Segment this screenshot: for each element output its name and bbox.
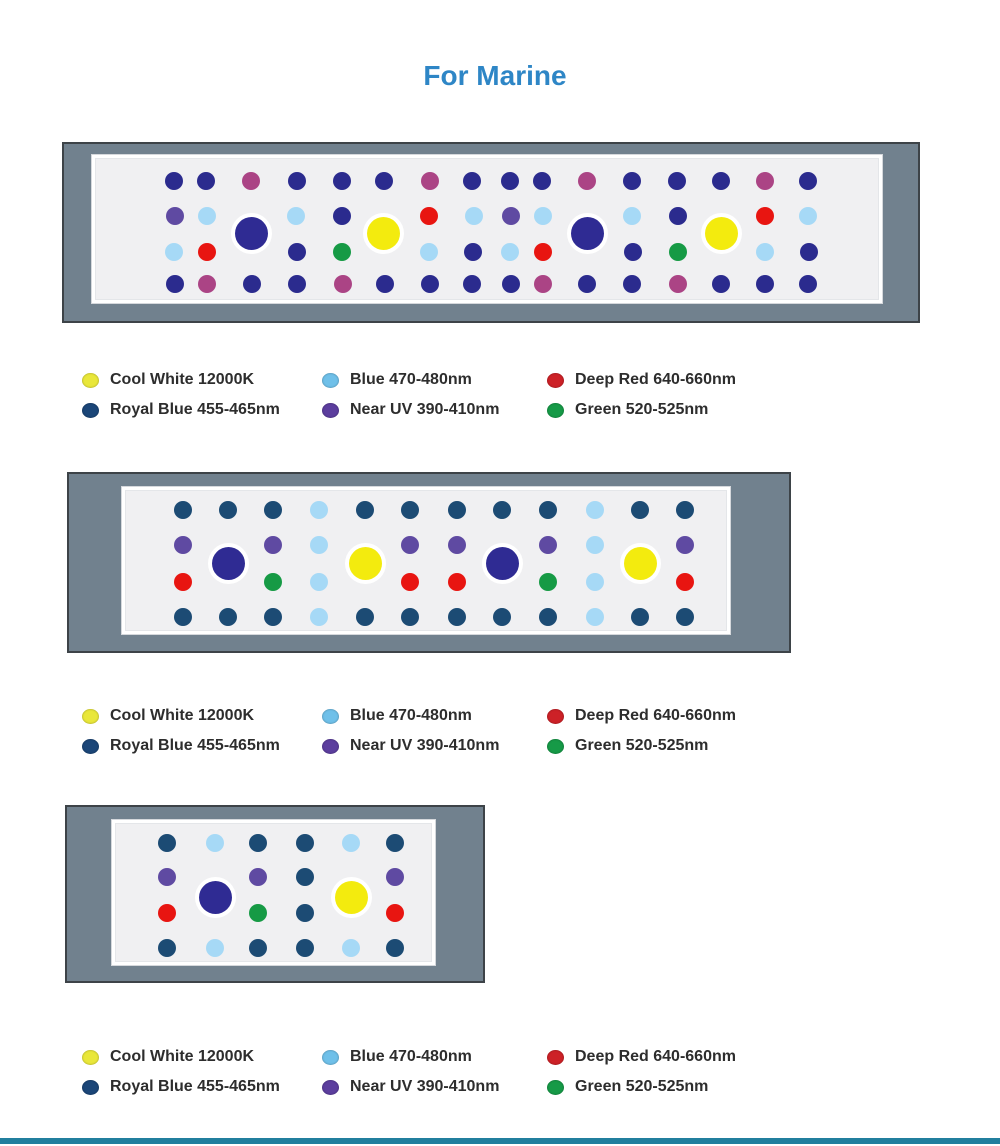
legend-color-swatch — [322, 709, 339, 724]
led-panel-1-screen — [92, 155, 882, 303]
legend-color-swatch — [322, 373, 339, 388]
legend-item — [322, 400, 499, 420]
legend-item — [322, 370, 472, 390]
legend-label: Cool White 12000K — [110, 707, 255, 724]
legend-item — [547, 1047, 736, 1067]
legend-label: Green 520-525nm — [575, 1078, 709, 1095]
legend-color-swatch — [322, 1080, 339, 1095]
legend-color-swatch — [547, 373, 564, 388]
legend-item — [322, 1047, 472, 1067]
led-panel-3-screen — [112, 820, 435, 965]
page-title: For Marine — [423, 60, 567, 91]
legend-item — [322, 736, 499, 756]
legend-label: Deep Red 640-660nm — [575, 371, 736, 388]
legend-label: Blue 470-480nm — [350, 1048, 472, 1065]
legend-color-swatch — [547, 1050, 564, 1065]
legend-item — [82, 370, 254, 390]
legend-label: Deep Red 640-660nm — [575, 1048, 736, 1065]
legend-color-swatch — [82, 1050, 99, 1065]
legend-label: Near UV 390-410nm — [350, 1078, 500, 1095]
legend-label: Green 520-525nm — [575, 401, 709, 418]
legend-item — [547, 370, 736, 390]
legend-color-swatch — [547, 1080, 564, 1095]
led-panel-1-frame — [62, 142, 920, 323]
legend-item — [82, 1047, 254, 1067]
legend-label: Near UV 390-410nm — [350, 401, 500, 418]
led-panel-2-screen — [122, 487, 730, 634]
legend-label: Cool White 12000K — [110, 371, 255, 388]
legend-item — [547, 400, 708, 420]
legend-color-swatch — [322, 739, 339, 754]
legend-label: Royal Blue 455-465nm — [110, 401, 280, 418]
legend-color-swatch — [547, 709, 564, 724]
legend-color-swatch — [82, 1080, 99, 1095]
legend-item — [82, 736, 280, 756]
legend-label: Royal Blue 455-465nm — [110, 1078, 280, 1095]
legend-item — [82, 1077, 280, 1097]
legend-color-swatch — [82, 709, 99, 724]
legend-color-swatch — [547, 403, 564, 418]
legend-item — [322, 1077, 499, 1097]
led-panel-2-frame — [67, 472, 791, 653]
legend-label: Near UV 390-410nm — [350, 737, 500, 754]
legend-color-swatch — [322, 403, 339, 418]
legend-label: Cool White 12000K — [110, 1048, 255, 1065]
legend-item — [547, 706, 736, 726]
bottom-accent-bar — [0, 1138, 1000, 1144]
legend-color-swatch — [82, 373, 99, 388]
legend-label: Blue 470-480nm — [350, 707, 472, 724]
legend-item — [547, 1077, 708, 1097]
legend-color-swatch — [82, 403, 99, 418]
led-panel-3-frame — [65, 805, 485, 983]
legend-item — [322, 706, 472, 726]
legend-color-swatch — [547, 739, 564, 754]
legend-item — [547, 736, 708, 756]
legend-item — [82, 400, 280, 420]
legend-label: Deep Red 640-660nm — [575, 707, 736, 724]
legend-label: Blue 470-480nm — [350, 371, 472, 388]
legend-item — [82, 706, 254, 726]
legend-label: Royal Blue 455-465nm — [110, 737, 280, 754]
legend-color-swatch — [82, 739, 99, 754]
legend-label: Green 520-525nm — [575, 737, 709, 754]
legend-color-swatch — [322, 1050, 339, 1065]
